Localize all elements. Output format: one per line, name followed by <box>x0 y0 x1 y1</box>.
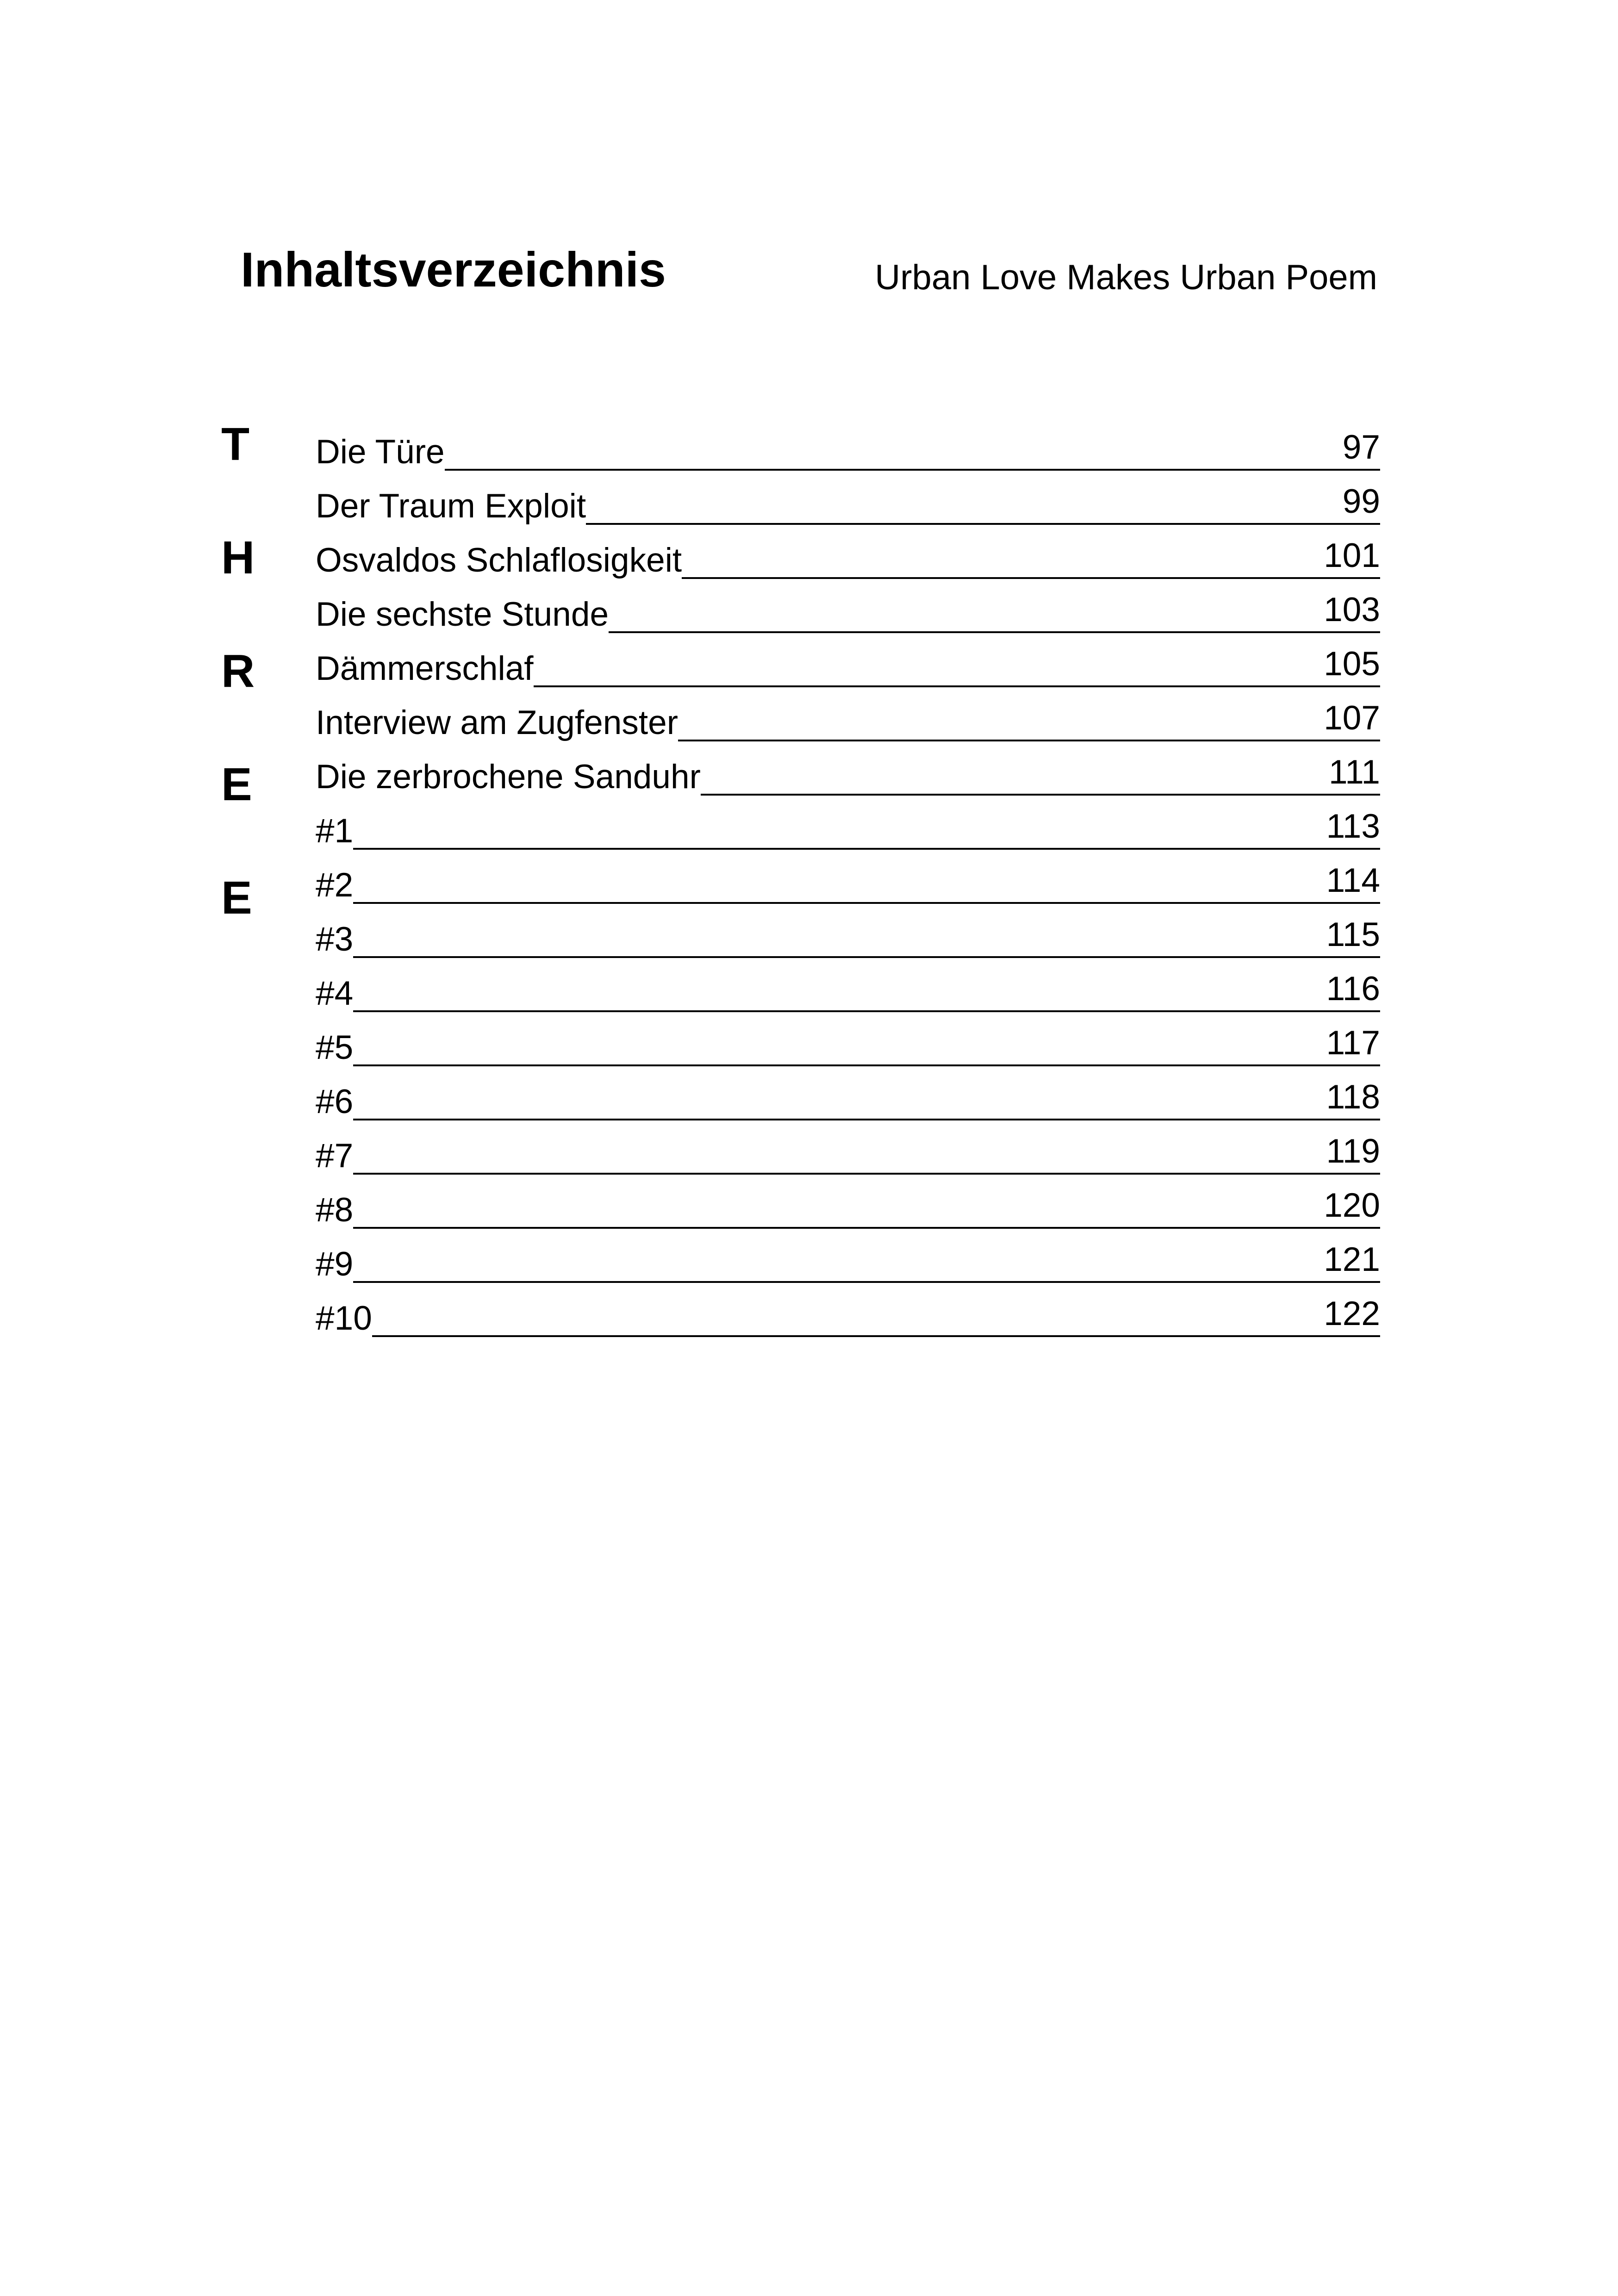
toc-entry-title: #9 <box>316 1245 354 1283</box>
side-letter: R <box>221 645 255 697</box>
side-letter: E <box>221 872 252 924</box>
toc-entry-title: #5 <box>316 1029 354 1066</box>
toc-leader-line <box>445 468 1343 471</box>
toc-entry-page: 101 <box>1324 539 1380 579</box>
toc-entry[interactable] <box>316 419 1380 473</box>
toc-entry[interactable] <box>316 906 1380 961</box>
toc-entry-title: #10 <box>316 1300 372 1337</box>
toc-entry[interactable] <box>316 1285 1380 1340</box>
toc-entry-page: 116 <box>1326 972 1380 1012</box>
toc-leader-line <box>372 1334 1324 1337</box>
toc-leader-line <box>701 793 1329 796</box>
toc-entry[interactable] <box>316 744 1380 798</box>
toc-entry-page: 97 <box>1343 430 1380 471</box>
book-title: Urban Love Makes Urban Poem <box>875 258 1377 297</box>
toc-leader-line <box>353 1226 1324 1229</box>
toc-entry-page: 115 <box>1326 918 1380 958</box>
toc-leader-line <box>353 1009 1326 1012</box>
toc-entry[interactable] <box>316 1231 1380 1286</box>
toc-entry[interactable] <box>316 1069 1380 1123</box>
side-letter: H <box>221 532 255 584</box>
toc-leader-line <box>353 1064 1326 1066</box>
toc-entry-page: 105 <box>1324 647 1380 687</box>
toc-entry[interactable] <box>316 473 1380 528</box>
toc-entry-page: 120 <box>1324 1188 1380 1229</box>
toc-entry[interactable] <box>316 1014 1380 1069</box>
toc-entry-title: #8 <box>316 1191 354 1229</box>
page-title: Inhaltsverzeichnis <box>241 243 666 297</box>
toc-entry-page: 113 <box>1326 809 1380 850</box>
toc-entry-title: #3 <box>316 921 354 958</box>
toc-leader-line <box>353 1280 1324 1283</box>
toc-entry-title: #4 <box>316 975 354 1012</box>
toc-entry-page: 107 <box>1324 701 1380 741</box>
toc-entry-title: #6 <box>316 1083 354 1120</box>
toc-entry[interactable] <box>316 527 1380 582</box>
toc-leader-line <box>353 901 1326 904</box>
toc-entry[interactable] <box>316 1123 1380 1177</box>
toc-entry-title: #1 <box>316 812 354 850</box>
toc-leader-line <box>353 1118 1326 1120</box>
toc-leader-line <box>353 847 1326 850</box>
toc-entry-title: Die Türe <box>316 433 445 471</box>
toc-entry-title: Die sechste Stunde <box>316 596 609 633</box>
toc-entry[interactable] <box>316 798 1380 852</box>
toc-entry-page: 122 <box>1324 1297 1380 1337</box>
side-letter: T <box>221 418 250 470</box>
toc-entry-page: 121 <box>1324 1243 1380 1283</box>
toc-entry[interactable] <box>316 690 1380 744</box>
toc-leader-line <box>586 522 1343 525</box>
toc-entry-page: 118 <box>1326 1080 1380 1120</box>
toc-entry-page: 119 <box>1326 1134 1380 1175</box>
toc-entry-page: 114 <box>1326 864 1380 904</box>
toc-entry[interactable] <box>316 1177 1380 1232</box>
toc-leader-line <box>353 955 1326 958</box>
toc-entry-title: Osvaldos Schlaflosigkeit <box>316 541 682 579</box>
toc-entry[interactable] <box>316 581 1380 636</box>
toc-entry-title: #2 <box>316 866 354 904</box>
toc-entry-page: 111 <box>1329 755 1380 796</box>
toc-entry-title: Dämmerschlaf <box>316 650 534 687</box>
toc-entry[interactable] <box>316 960 1380 1015</box>
toc-entry-title: Interview am Zugfenster <box>316 704 678 741</box>
toc-entry-title: #7 <box>316 1137 354 1175</box>
toc-entry-page: 103 <box>1324 593 1380 633</box>
toc-entry[interactable] <box>316 635 1380 690</box>
toc-entry[interactable] <box>316 852 1380 907</box>
toc-entry-title: Der Traum Exploit <box>316 487 586 525</box>
toc-entry-page: 99 <box>1343 485 1380 525</box>
toc-entry-title: Die zerbrochene Sanduhr <box>316 758 701 796</box>
toc-leader-line <box>609 630 1324 633</box>
side-letter: E <box>221 759 252 810</box>
toc-entry-page: 117 <box>1326 1026 1380 1066</box>
toc-leader-line <box>682 576 1324 579</box>
toc-leader-line <box>534 684 1324 687</box>
toc-leader-line <box>678 739 1324 741</box>
toc-leader-line <box>353 1172 1326 1175</box>
